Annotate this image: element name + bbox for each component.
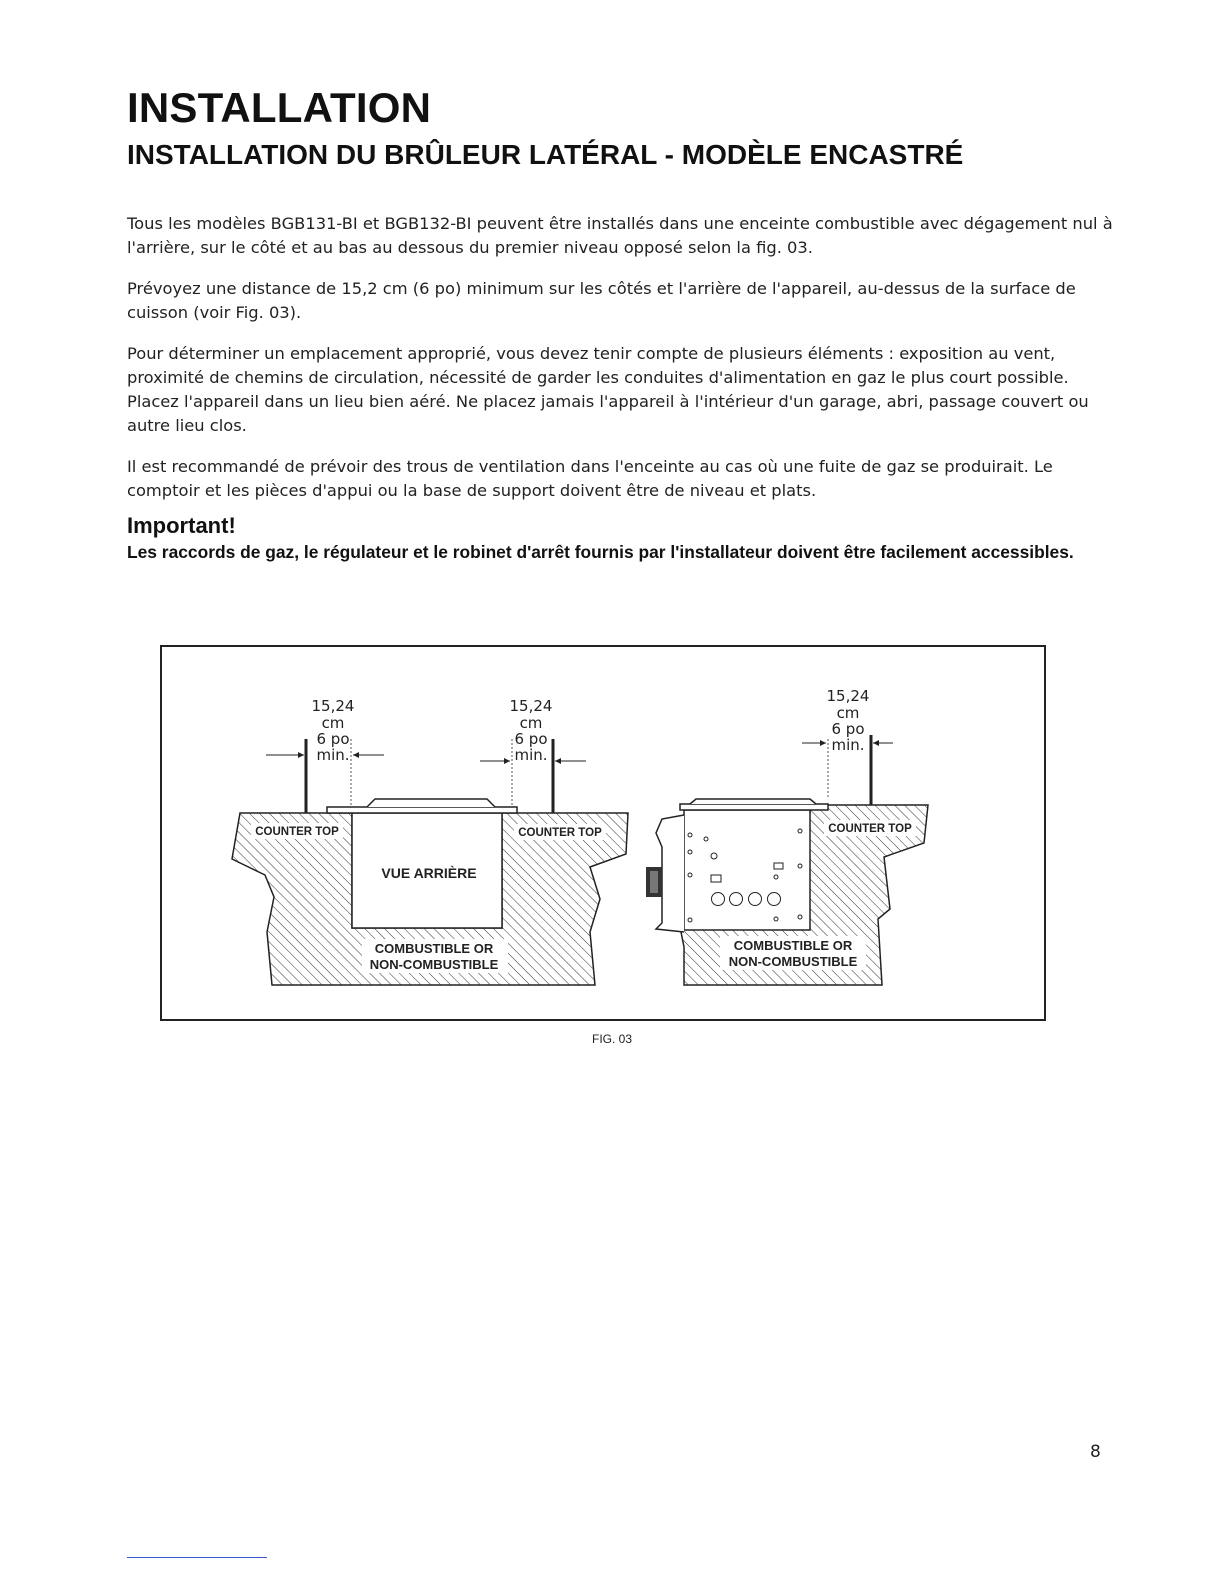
important-heading: Important! — [127, 513, 236, 538]
burner-flange — [327, 807, 517, 813]
right-clearance-unit: cm — [836, 704, 860, 722]
counter-top-label-right: COUNTER TOP — [828, 823, 912, 835]
center-clearance-imperial: 6 po — [514, 730, 548, 748]
burner-top-lid — [690, 799, 816, 804]
section-title: INSTALLATION DU BRÛLEUR LATÉRAL - MODÈLE ENCASTRÉ — [127, 139, 964, 170]
side-view-drawing — [646, 687, 928, 985]
left-clearance-imperial: 6 po — [316, 730, 350, 748]
page-title: INSTALLATION — [127, 84, 432, 131]
left-clearance-min: min. — [316, 746, 350, 764]
important-notice: Les raccords de gaz, le régulateur et le robinet d'arrêt fournis par l'installateur doivent être facilement accessibles. — [127, 542, 1074, 562]
counter-top-label-center: COUNTER TOP — [518, 827, 602, 839]
figure-03 — [160, 645, 1046, 1021]
right-clearance-value: 15,24 — [826, 687, 870, 705]
paragraph-clearance: Prévoyez une distance de 15,2 cm (6 po) minimum sur les côtés et l'arrière de l'appareil, au-dessus de la surface de cuisson (voir Fig. 03). — [127, 279, 1076, 322]
rear-view-label: VUE ARRIÈRE — [381, 865, 477, 881]
right-clearance-imperial: 6 po — [831, 720, 865, 738]
right-clearance-min: min. — [831, 736, 865, 754]
rear-view-drawing — [232, 697, 628, 985]
footer-divider — [127, 1557, 267, 1558]
left-clearance-value: 15,24 — [311, 697, 355, 715]
center-clearance-unit: cm — [519, 714, 543, 732]
burner-lid — [367, 799, 495, 807]
paragraph-location: Pour déterminer un emplacement approprié, vous devez tenir compte de plusieurs éléments : exposition au vent, proximité de chemins de circulation, nécessité de garder les conduites d'alimentation en gaz le plus court possible. Placez l'appareil dans un lieu bien aéré. Ne placez jamais l'appareil à l'intérieur d'un garage, abri, passage couvert ou autre lieu clos. — [127, 344, 1089, 435]
center-clearance-min: min. — [514, 746, 548, 764]
figure-caption: FIG. 03 — [591, 1032, 632, 1046]
burner-body — [684, 810, 810, 930]
combustible-label-left-2: NON-COMBUSTIBLE — [369, 957, 499, 972]
combustible-label-right-2: NON-COMBUSTIBLE — [728, 954, 858, 969]
page-number: 8 — [1090, 1442, 1101, 1462]
paragraph-enclosure: Tous les modèles BGB131-BI et BGB132-BI peuvent être installés dans une enceinte combustible avec dégagement nul à l'arrière, sur le côté et au bas au dessous du premier niveau opposé selon la fig. 03. — [127, 214, 1113, 257]
combustible-label-right-1: COMBUSTIBLE OR — [733, 938, 853, 953]
center-clearance-value: 15,24 — [509, 697, 553, 715]
paragraph-ventilation: Il est recommandé de prévoir des trous de ventilation dans l'enceinte au cas où une fuite de gaz se produirait. Le comptoir et les pièces d'appui ou la base de support doivent être de niveau et plats. — [127, 457, 1053, 500]
burner-top-plate — [680, 804, 828, 810]
combustible-label-left-1: COMBUSTIBLE OR — [374, 941, 494, 956]
left-clearance-unit: cm — [321, 714, 345, 732]
installation-diagram — [162, 647, 1044, 1019]
counter-top-label-left: COUNTER TOP — [255, 826, 339, 838]
